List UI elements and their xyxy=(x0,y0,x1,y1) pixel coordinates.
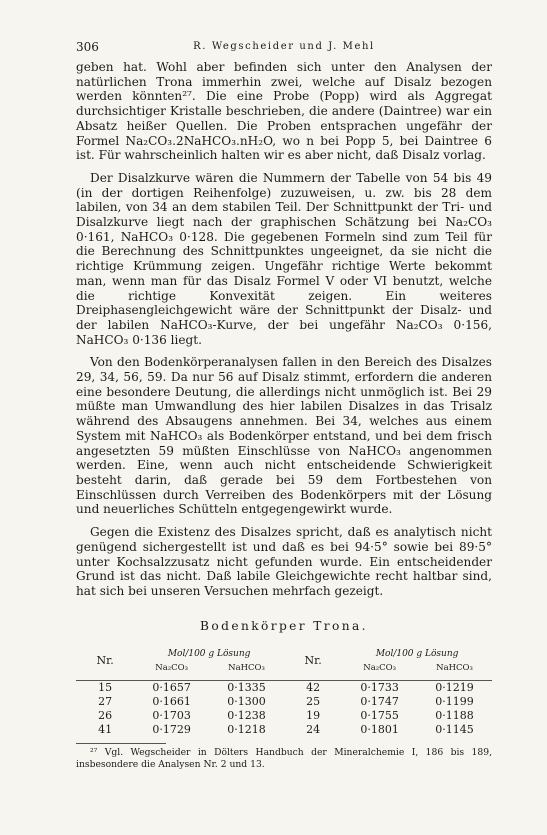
cell-na2co3: 0·1703 xyxy=(152,709,191,723)
cell-nr: 41 xyxy=(98,723,113,737)
column-header-nahco3: NaHCO₃ xyxy=(228,662,265,673)
cell-na2co3: 0·1661 xyxy=(152,695,191,709)
cell-nahco3: 0·1218 xyxy=(227,723,266,737)
page-number: 306 xyxy=(76,40,99,54)
page-header xyxy=(76,40,492,60)
cell-nahco3: 0·1335 xyxy=(227,681,266,695)
column-header-nahco3: NaHCO₃ xyxy=(436,662,473,673)
cell-na2co3: 0·1729 xyxy=(152,723,191,737)
cell-nahco3: 0·1188 xyxy=(435,709,474,723)
cell-nr: 15 xyxy=(98,681,113,695)
column-header-nr: Nr. xyxy=(304,654,322,668)
running-title: R. Wegscheider und J. Mehl xyxy=(193,41,375,52)
cell-nahco3: 0·1300 xyxy=(227,695,266,709)
column-group-header: Mol/100 g Lösung xyxy=(167,648,251,659)
cell-na2co3: 0·1801 xyxy=(360,723,399,737)
cell-nr: 24 xyxy=(306,723,321,737)
cell-nr: 25 xyxy=(306,695,321,709)
table-row xyxy=(76,723,492,737)
cell-nahco3: 0·1199 xyxy=(435,695,474,709)
cell-nr: 19 xyxy=(306,709,321,723)
table-row xyxy=(76,695,492,709)
footnote-separator xyxy=(76,743,166,744)
column-group-header: Mol/100 g Lösung xyxy=(375,648,459,659)
table-header-row xyxy=(76,647,492,661)
table-row xyxy=(76,680,492,695)
table-row xyxy=(76,709,492,723)
cell-nr: 27 xyxy=(98,695,113,709)
cell-nr: 42 xyxy=(306,681,321,695)
cell-na2co3: 0·1657 xyxy=(152,681,191,695)
cell-nr: 26 xyxy=(98,709,113,723)
cell-na2co3: 0·1733 xyxy=(360,681,399,695)
cell-na2co3: 0·1747 xyxy=(360,695,399,709)
trona-table xyxy=(76,647,492,737)
footnote: ²⁷ Vgl. Wegscheider in Dölters Handbuch der Mineralchemie I, 186 bis 189, insbesondere die Analysen Nr. 2 und 13. xyxy=(76,746,492,770)
cell-na2co3: 0·1755 xyxy=(360,709,399,723)
table-title: Bodenkörper Trona. xyxy=(200,618,368,633)
column-header-na2co3: Na₂CO₃ xyxy=(363,662,397,673)
paragraph: geben hat. Wohl aber befinden sich unter den Analysen der natürlichen Trona immerhin zwei, welche auf Disalz bezogen werden könnten²⁷. Die eine Probe (Popp) wird als Aggregat durchsichtiger Kristalle beschrieben, die andere (Daintree) war ein Absatz heißer Quellen. Die Proben entsprachen ungefähr der Formel Na₂CO₃.2NaHCO₃.nH₂O, wo n bei Popp 5, bei Daintree 6 ist. Für wahrscheinlich halten wir es aber nicht, daß Disalz vorlag. xyxy=(76,60,492,163)
cell-nahco3: 0·1219 xyxy=(435,681,474,695)
paragraph: Der Disalzkurve wären die Nummern der Tabelle von 54 bis 49 (in der dortigen Reihenfolge) zuzuweisen, u. zw. bis 28 dem labilen, von 34 an dem stabilen Teil. Der Schnittpunkt der Tri- und Disalzkurve liegt nach der graphischen Schätzung bei Na₂CO₃ 0·161, NaHCO₃ 0·128. Die gegebenen Formeln sind zum Teil für die Berechnung des Schnittpunktes ungeeignet, da sie nicht die richtige Krümmung zeigen. Ungefähr richtige Werte bekommt man, wenn man für das Disalz Formel V oder VI benutzt, welche die richtige Konvexität zeigen. Ein weiteres Dreiphasengleichgewicht wäre der Schnittpunkt der Disalz- und der labilen NaHCO₃-Kurve, der bei ungefähr Na₂CO₃ 0·156, NaHCO₃ 0·136 liegt. xyxy=(76,170,492,347)
paragraph: Von den Bodenkörperanalysen fallen in den Bereich des Disalzes 29, 34, 56, 59. Da nur 56 auf Disalz stimmt, erfordern die anderen eine besondere Deutung, die allerdings nicht unmöglich ist. Bei 29 müßte man Umwandlung des hier labilen Disalzes in das Trisalz während des Absaugens annehmen. Bei 34, welches aus einem System mit NaHCO₃ als Bodenkörper entstand, und bei dem frisch angesetzten 59 müßten Einschlüsse von NaHCO₃ angenommen werden. Eine, wenn auch nicht entscheidende Schwierigkeit besteht darin, daß gerade bei 59 dem Fortbestehen von Einschlüssen durch Verreiben des Bodenkörpers mit der Lösung und neuerliches Schütteln entgegengewirkt wurde. xyxy=(76,355,492,517)
cell-nahco3: 0·1145 xyxy=(435,723,474,737)
column-header-na2co3: Na₂CO₃ xyxy=(155,662,189,673)
document-page xyxy=(76,40,492,771)
cell-nahco3: 0·1238 xyxy=(227,709,266,723)
column-header-nr: Nr. xyxy=(96,654,114,668)
paragraph: Gegen die Existenz des Disalzes spricht, daß es analytisch nicht genügend sichergestellt ist und daß es bei 94·5° sowie bei 89·5° unter Kochsalzzusatz nicht gefunden wurde. Ein entscheidender Grund ist das nicht. Daß labile Gleichgewichte recht haltbar sind, hat sich bei unseren Versuchen mehrfach gezeigt. xyxy=(76,525,492,598)
